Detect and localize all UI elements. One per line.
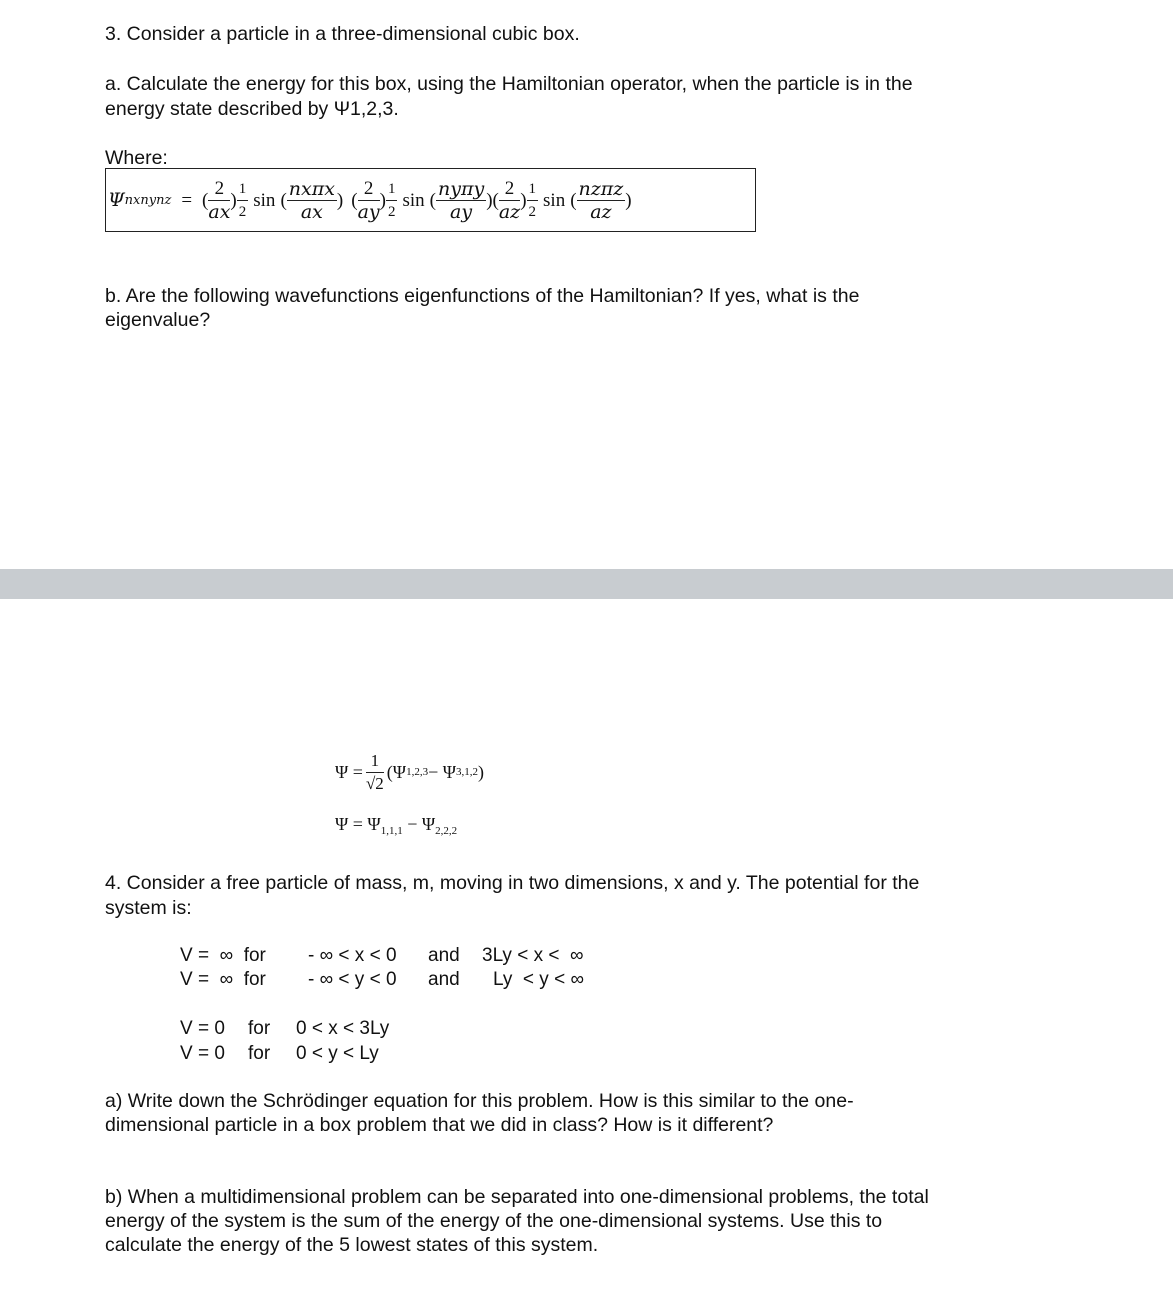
potential-infinite-y-cond2: Ly < y < ∞ <box>493 969 584 990</box>
formula-equals: = <box>181 189 193 211</box>
q3-part-b-line1: b. Are the following wavefunctions eigenfunctions of the Hamiltonian? If yes, what is the <box>105 285 860 307</box>
sin-function: sin <box>543 189 566 211</box>
formula-psi-subscript: nxnynz <box>124 192 172 208</box>
where-label: Where: <box>105 147 168 169</box>
q3-part-a-line1: a. Calculate the energy for this box, using the Hamiltonian operator, when the particle is in the <box>105 73 913 95</box>
potential-zero-y-cond: 0 < y < Ly <box>296 1043 379 1064</box>
wavefunction-superposition: Ψ = $\frac{1}{√2}$ (Ψ 1,2,3 − Ψ 3,1,2 ) <box>335 751 484 793</box>
exponent-half: $\frac{1}{2}$ <box>386 178 398 223</box>
potential-infinite-x-and: and <box>428 945 460 966</box>
q3-part-a-line2: energy state described by Ψ1,2,3. <box>105 98 399 120</box>
q4-intro-line1: 4. Consider a free particle of mass, m, moving in two dimensions, x and y. The potential for the <box>105 872 920 894</box>
q4-part-a-line2: dimensional particle in a box problem that we did in class? How is it different? <box>105 1114 774 1136</box>
potential-infinite-y-cond1: - ∞ < y < 0 <box>308 969 397 990</box>
fraction-2-over-az: $\frac{2}{az}$ <box>498 177 521 223</box>
q4-part-b-line3: calculate the energy of the 5 lowest states of this system. <box>105 1234 599 1256</box>
fraction-2-over-ax: $\frac{2}{ax}$ <box>208 177 231 223</box>
potential-infinite-y-and: and <box>428 969 460 990</box>
exponent-half: $\frac{1}{2}$ <box>237 178 249 223</box>
potential-infinite-x-cond1: - ∞ < x < 0 <box>308 945 397 966</box>
q3-title: 3. Consider a particle in a three-dimensional cubic box. <box>105 23 580 45</box>
sin-function: sin <box>402 189 425 211</box>
exponent-half: $\frac{1}{2}$ <box>527 178 539 223</box>
q4-part-a-line1: a) Write down the Schrödinger equation for this problem. How is this similar to the one- <box>105 1090 854 1112</box>
q4-part-b-line2: energy of the system is the sum of the energy of the one-dimensional systems. Use this to <box>105 1210 883 1232</box>
fraction-ny-pi-y-over-ay: $\frac{\text{nyπy}}{ay}$ <box>437 177 485 223</box>
fraction-nx-pi-x-over-ax: $\frac{\text{nxπx}}{ax}$ <box>288 177 335 223</box>
potential-infinite-x-cond2: 3Ly < x < ∞ <box>482 945 584 966</box>
wavefunction-formula-box <box>105 168 756 232</box>
potential-infinite-y-v: V = ∞ for <box>180 969 266 990</box>
potential-zero-y-v: V = 0 <box>180 1043 225 1064</box>
potential-zero-y-for: for <box>248 1043 271 1064</box>
q4-intro-line2: system is: <box>105 897 192 919</box>
formula-psi: Ψ <box>108 188 125 211</box>
page-separator <box>0 569 1173 599</box>
potential-zero-x-cond: 0 < x < 3Ly <box>296 1018 390 1039</box>
sin-function: sin <box>253 189 276 211</box>
q3-part-b-line2: eigenvalue? <box>105 309 211 331</box>
q4-part-b-line1: b) When a multidimensional problem can be separated into one-dimensional problems, the total <box>105 1186 929 1208</box>
potential-infinite-x-v: V = ∞ for <box>180 945 266 966</box>
wavefunction-difference: $\Psi = \Psi_{1,1,1} - \Psi_{2,2,2}$ <box>335 814 458 837</box>
fraction-2-over-ay: $\frac{2}{ay}$ <box>357 177 380 223</box>
wavefunction-formula: Ψ nxnynz = ( $\frac{2}{ax}$ ) $\frac{1}{2}$ sin ( $\frac{\text{nxπx}}{ax}$ ) ( $\frac{2}{ay}$ ) $\frac{1}{2}$ sin ( $\frac{\text{nyπy}}{ay}$ ) ( $\frac{2}{az}$ ) $\frac{1}{2}$ sin ( $\frac{\text{nzπz}}{az}$ ) <box>108 177 632 223</box>
potential-zero-x-v: V = 0 <box>180 1018 225 1039</box>
fraction-nz-pi-z-over-az: $\frac{\text{nzπz}}{az}$ <box>578 177 624 223</box>
potential-zero-x-for: for <box>248 1018 271 1039</box>
